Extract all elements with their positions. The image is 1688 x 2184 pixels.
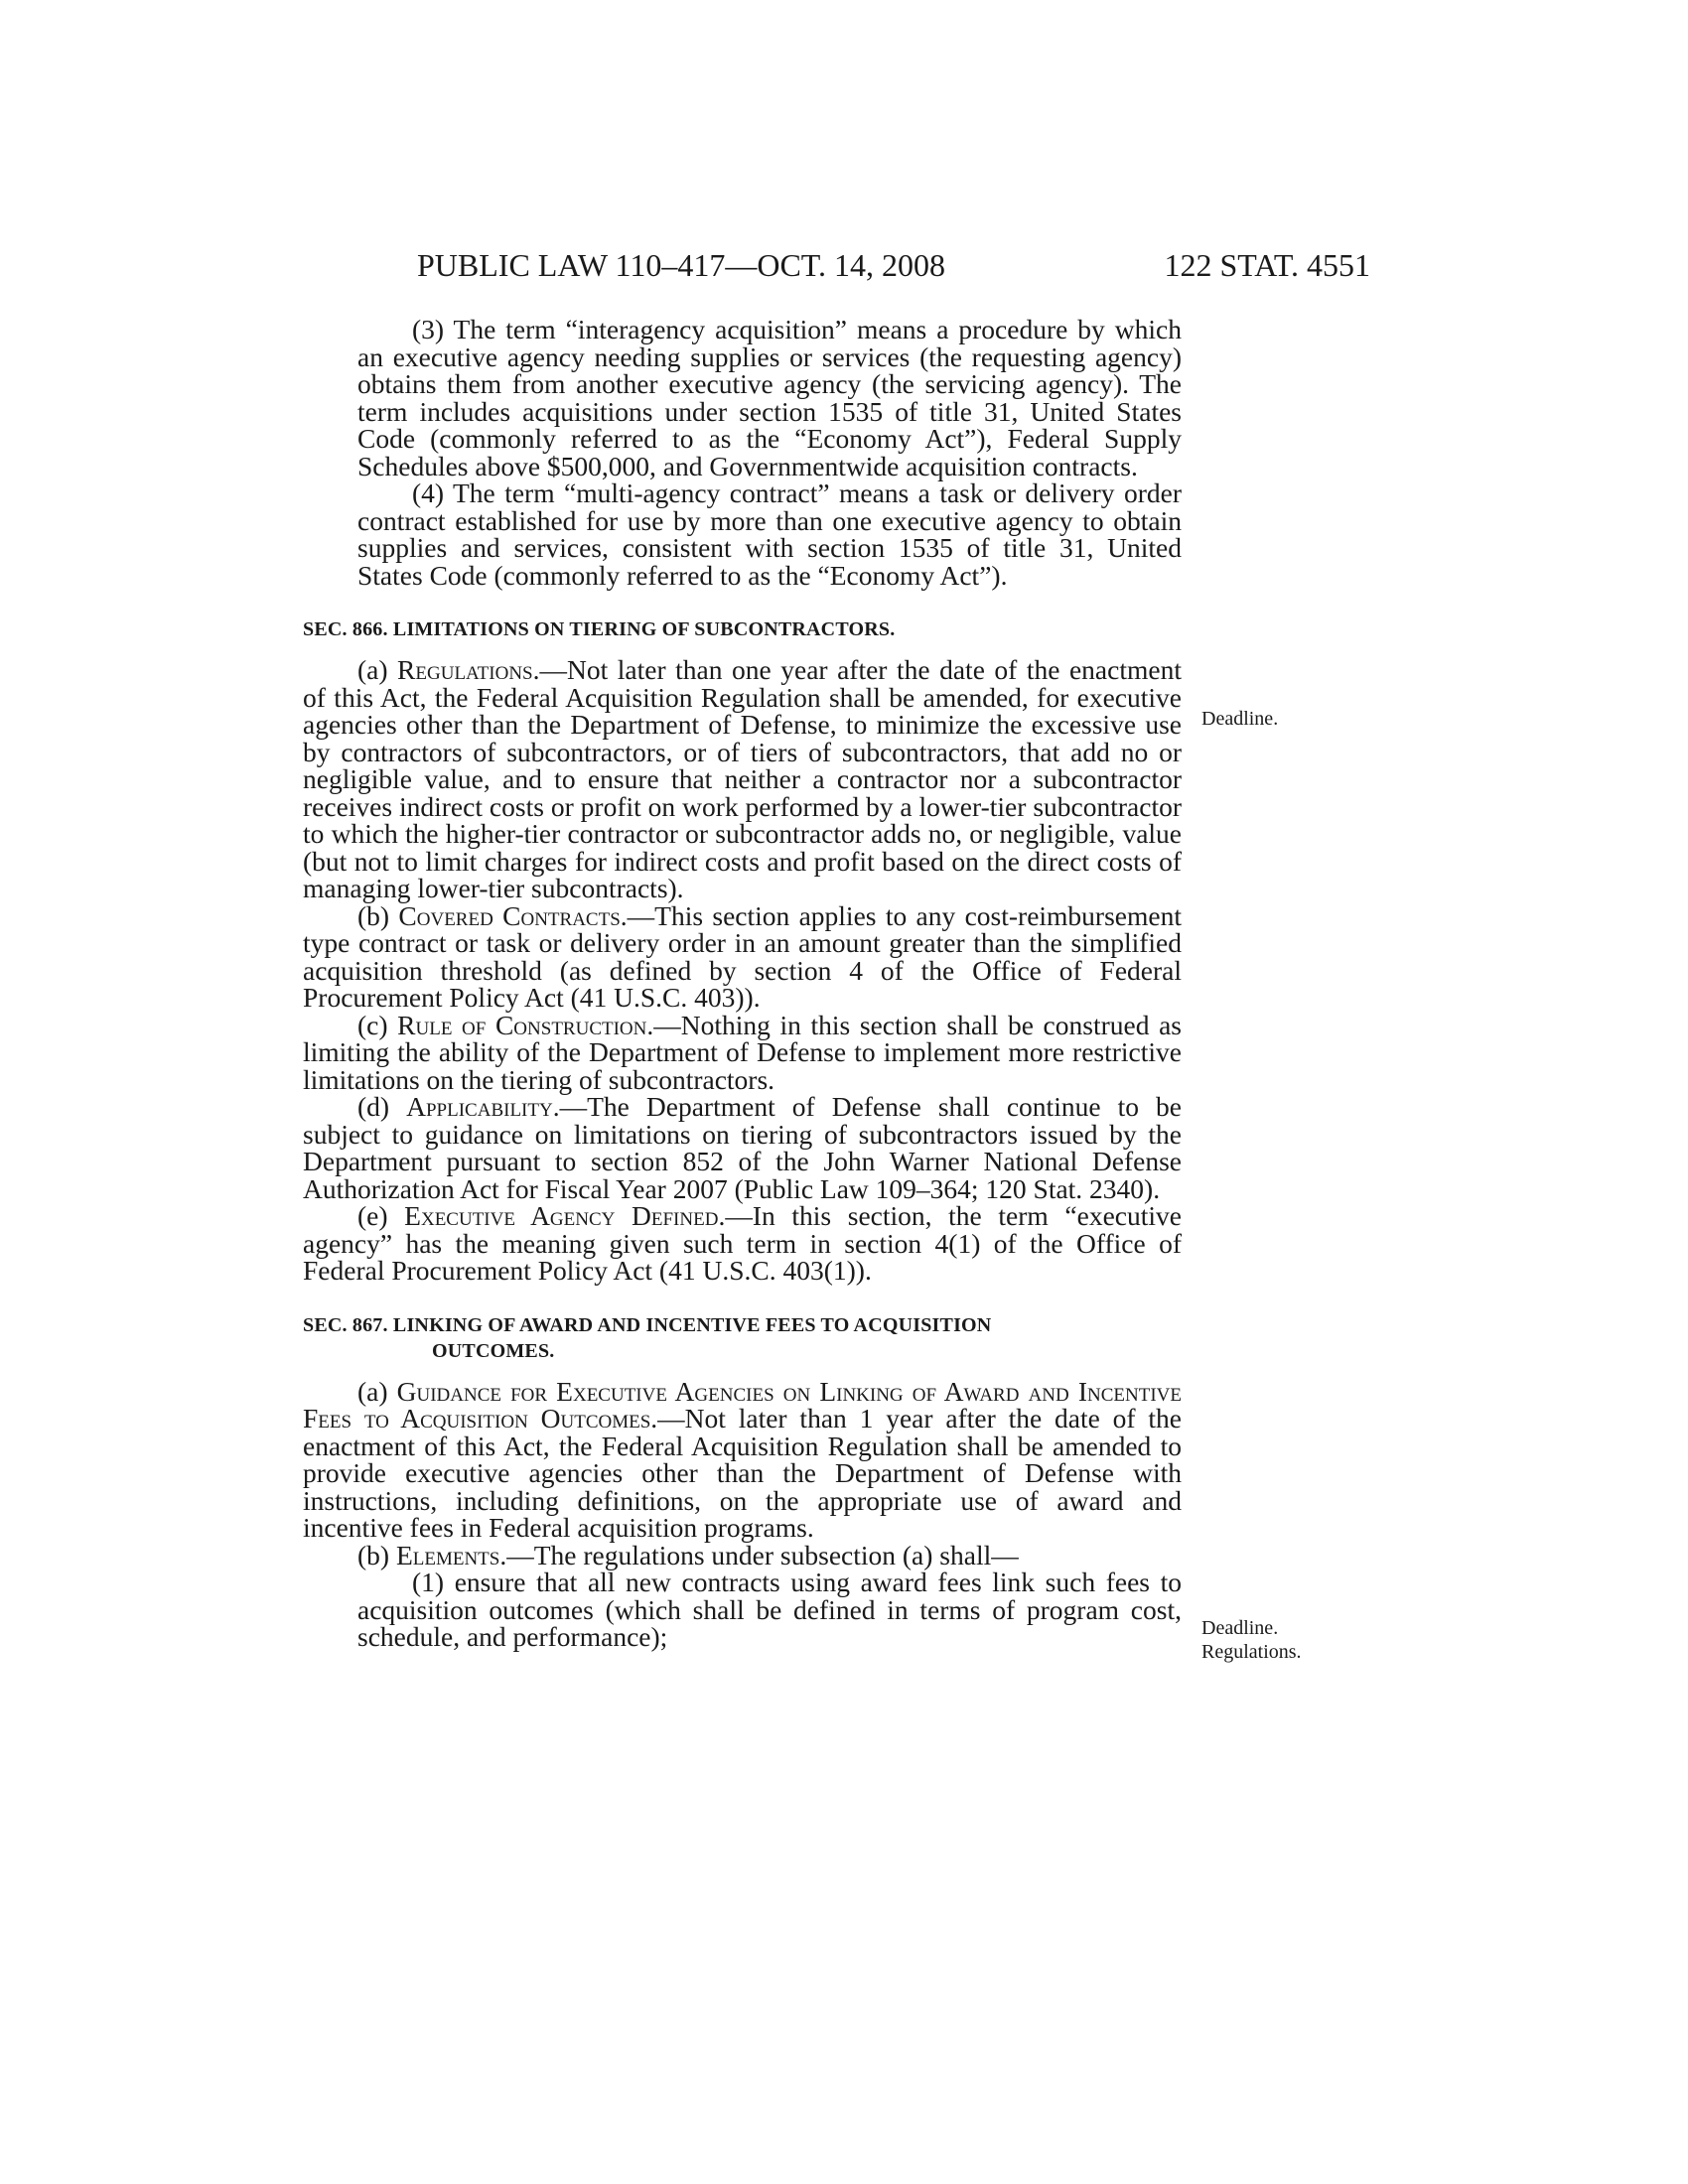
sec-867-heading-line-1: SEC. 867. LINKING OF AWARD AND INCENTIVE FEES TO ACQUISITION	[303, 1313, 992, 1336]
subsection-title: Executive Agency Defined	[404, 1200, 719, 1231]
header-title: PUBLIC LAW 110–417—OCT. 14, 2008	[417, 247, 945, 283]
subsection-text: .—This section applies to any cost-reimbursement type contract or task or delivery order in an amount greater than the simplified acquisition threshold (as defined by section 4 of the Office of Federal Procurement Policy Act (41 U.S.C. 403)).	[303, 899, 1182, 1013]
sec-867-paragraph-b-1: (1) ensure that all new contracts using award fees link such fees to acquisition outcomes (which shall be defined in terms of program cost, schedule, and performance);	[357, 1567, 1182, 1652]
subsection-label: (c)	[357, 1009, 398, 1040]
subsection-label: (a)	[357, 654, 398, 685]
sec-866-heading: SEC. 866. LIMITATIONS ON TIERING OF SUBCONTRACTORS.	[303, 618, 896, 640]
subsection-title: Guidance for Executive Agencies on Linking of Award and Incentive Fees to Acquisition Outcomes	[303, 1375, 1182, 1433]
paragraph-3-interagency-acquisition: (3) The term “interagency acquisition” means a procedure by which an executive agency needing supplies or services (the requesting agency) obtains them from another executive agency (the servicing agency). The term includes acquisitions under section 1535 of title 31, United States Code (commonly referred to as the “Economy Act”), Federal Supply Schedules above $500,000, and Governmentwide acquisition contracts.	[357, 314, 1182, 481]
sec-866-subsection-b	[303, 899, 1182, 1013]
sec-866-subsection-d	[303, 1093, 1182, 1202]
subsection-title: Elements	[395, 1539, 500, 1570]
margin-note-deadline-sec-866: Deadline.	[1201, 708, 1279, 730]
header-stat-citation: 122 STAT. 4551	[1164, 247, 1370, 283]
sec-867-heading-line-2: OUTCOMES.	[432, 1339, 555, 1362]
subsection-text: .—Not later than 1 year after the date of the enactment of this Act, the Federal Acquisition Regulation shall be amended to provide executive agencies other than the Department of Defense with instructions, including definitions, on the appropriate use of award and incentive fees in Federal acquisition programs.	[303, 1403, 1182, 1543]
subsection-title: Covered Contracts	[398, 899, 621, 931]
body-text	[303, 316, 1182, 1651]
sec-867-subsection-b	[303, 1539, 1182, 1570]
subsection-title: Rule of Construction	[397, 1009, 647, 1040]
sec-866-subsection-c	[303, 1009, 1182, 1095]
subsection-title: Regulations	[397, 654, 533, 685]
subsection-label: (b)	[357, 899, 399, 931]
sec-867-subsection-a	[303, 1375, 1182, 1543]
subsection-label: (b)	[357, 1539, 396, 1570]
subsection-text: .—Not later than one year after the date of the enactment of this Act, the Federal Acquisition Regulation shall be amended, for executive agencies other than the Department of Defense, to minimize the excessive use by contractors of subcontractors, or of tiers of subcontractors, that add no or negligible value, and to ensure that neither a contractor nor a subcontractor receives indirect costs or profit on work performed by a lower-tier subcontractor to which the higher-tier contractor or subcontractor adds no, or negligible, value (but not to limit charges for indirect costs and profit based on the direct costs of managing lower-tier subcontracts).	[303, 654, 1182, 903]
paragraph-4-multi-agency-contract: (4) The term “multi-agency contract” means a task or delivery order contract established for use by more than one executive agency to obtain supplies and services, consistent with section 1535 of title 31, United States Code (commonly referred to as the “Economy Act”).	[357, 478, 1182, 591]
subsection-label: (e)	[357, 1200, 405, 1231]
sec-867-heading	[303, 1312, 1182, 1364]
margin-note-sec-867	[1201, 1616, 1302, 1664]
subsection-text: .—The regulations under subsection (a) shall—	[499, 1539, 1019, 1570]
subsection-label: (a)	[357, 1375, 397, 1407]
margin-note-regulations: Regulations.	[1201, 1641, 1302, 1663]
subsection-text: .—Nothing in this section shall be construed as limiting the ability of the Department of Defense to implement more restrictive limitations on the tiering of subcontractors.	[303, 1009, 1182, 1095]
subsection-title: Applicability	[406, 1091, 553, 1122]
subsection-text: .—The Department of Defense shall continue to be subject to guidance on limitations on tiering of subcontractors issued by the Department pursuant to section 852 of the John Warner National Defense Authorization Act for Fiscal Year 2007 (Public Law 109–364; 120 Stat. 2340).	[303, 1091, 1182, 1204]
sec-866-subsection-a	[303, 656, 1182, 902]
sec-866-subsection-e	[303, 1202, 1182, 1285]
subsection-label: (d)	[357, 1091, 407, 1122]
margin-note-deadline: Deadline.	[1201, 1617, 1279, 1639]
running-header	[417, 245, 1370, 285]
subsection-text: .—In this section, the term “executive agency” has the meaning given such term in section 4(1) of the Office of Federal Procurement Policy Act (41 U.S.C. 403(1)).	[303, 1200, 1182, 1286]
